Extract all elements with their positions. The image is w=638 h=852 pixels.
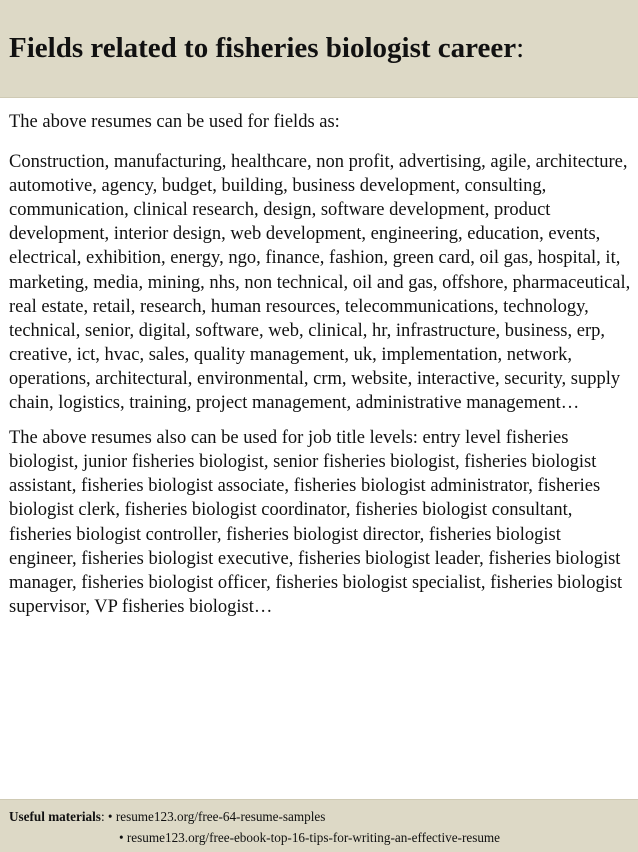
job-title-levels-text: The above resumes also can be used for job title levels: entry level fisheries biologist, junior fisheries biologist, senior fisheries biologist, fisheries biologist assistant, fisheries biologist associate, fisheries biologist administrator, fisheries biologist clerk, fisheries biologist coordinator, fisheries biologist consultant, fisheries biologist controller, fisheries biologist director, fisheries biologist engineer, fisheries biologist executive, fisheries biologist leader, fisheries biologist manager, fisheries biologist officer, fisheries biologist specialist, fisheries biologist supervisor, VP fisheries biologist… xyxy=(9,428,623,617)
footer-row-1 xyxy=(9,807,325,827)
footer-band xyxy=(0,799,638,852)
main-content xyxy=(9,110,633,619)
header-band xyxy=(0,0,638,98)
ebook-tips-link[interactable]: • resume123.org/free-ebook-top-16-tips-for-writing-an-effective-resume xyxy=(119,830,501,845)
intro-text: The above resumes can be used for fields as: xyxy=(9,112,340,132)
useful-materials-separator: : xyxy=(100,809,108,824)
footer-row-2 xyxy=(119,828,500,848)
fields-list-text: Construction, manufacturing, healthcare, non profit, advertising, agile, architecture, automotive, agency, budget, building, business development, consulting, communication, clinical research, design, software development, product development, interior design, web development, engineering, education, events, electrical, exhibition, energy, ngo, finance, fashion, green card, oil gas, hospital, it, marketing, media, mining, nhs, non technical, oil and gas, offshore, pharmaceutical, real estate, retail, research, human resources, telecommunications, technology, technical, senior, digital, software, web, clinical, hr, infrastructure, business, erp, creative, ict, hvac, sales, quality management, uk, implementation, network, operations, architectural, environmental, crm, website, interactive, security, supply chain, logistics, training, project management, administrative management… xyxy=(9,152,631,414)
resume-samples-link[interactable]: • resume123.org/free-64-resume-samples xyxy=(107,809,326,824)
page-title xyxy=(9,28,524,68)
page-title-colon: : xyxy=(516,32,525,64)
page-title-text: Fields related to fisheries biologist career xyxy=(9,32,517,64)
useful-materials-label: Useful materials xyxy=(9,809,101,824)
